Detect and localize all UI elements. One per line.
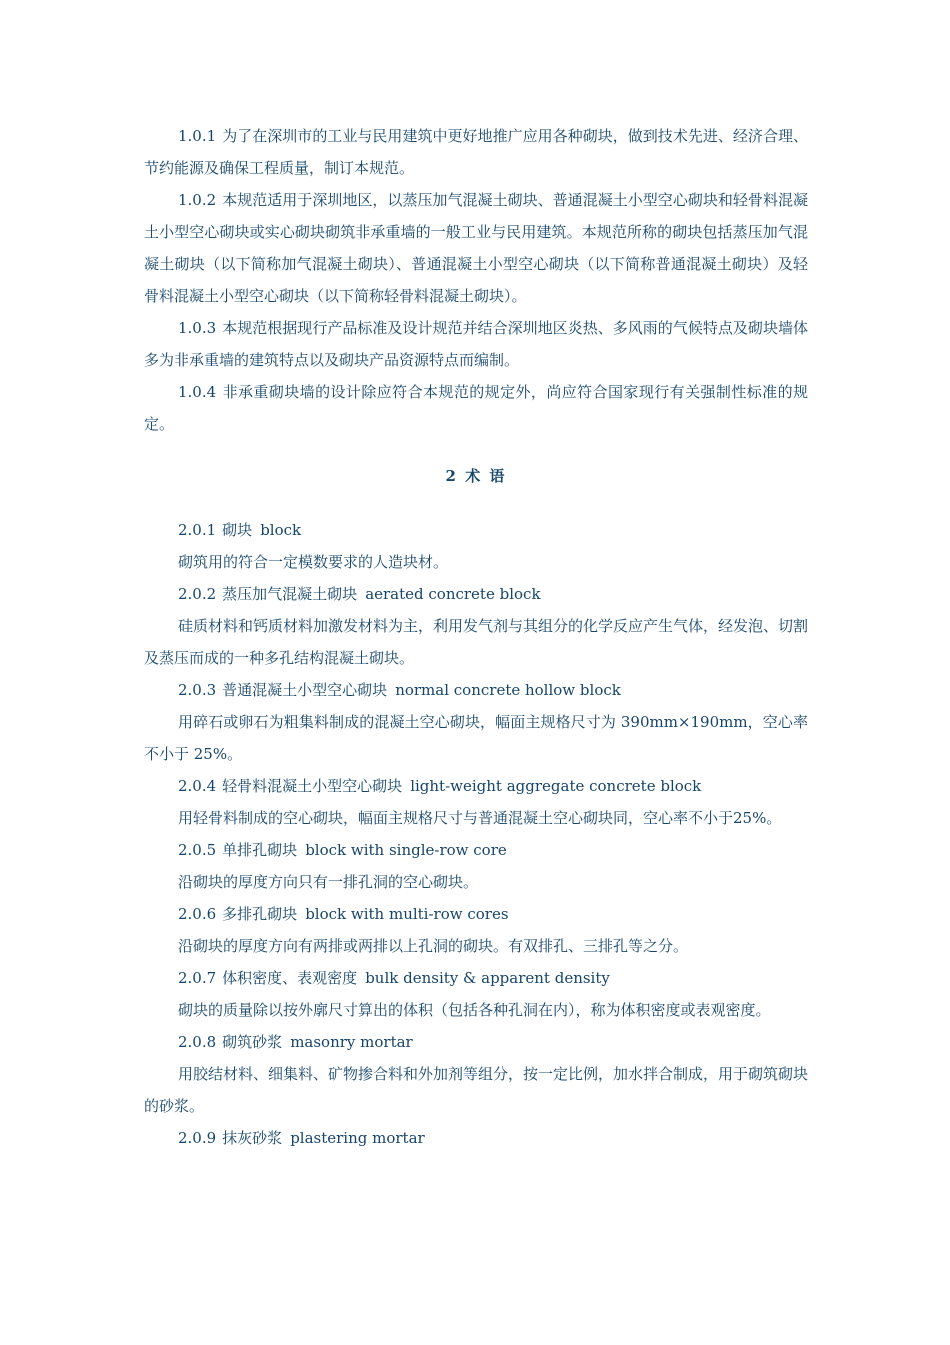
term-definition: 硅质材料和钙质材料加激发材料为主，利用发气剂与其组分的化学反应产生气体，经发泡、切割及蒸压而成的一种多孔结构混凝土砌块。 (144, 617, 809, 667)
term-2-0-2: 2.0.2 蒸压加气混凝土砌块 aerated concrete block (178, 585, 541, 603)
term-definition: 沿砌块的厚度方向只有一排孔洞的空心砌块。 (178, 873, 479, 891)
clause-1-0-1: 1.0.1 为了在深圳市的工业与民用建筑中更好地推广应用各种砌块，做到技术先进、经济合理、节约能源及确保工程质量，制订本规范。 (144, 127, 808, 177)
term-definition: 砌筑用的符合一定模数要求的人造块材。 (178, 553, 449, 571)
term-2-0-5: 2.0.5 单排孔砌块 block with single-row core (178, 841, 507, 859)
term-2-0-8: 2.0.8 砌筑砂浆 masonry mortar (178, 1033, 413, 1051)
term-definition: 用轻骨料制成的空心砌块，幅面主规格尺寸与普通混凝土空心砌块同，空心率不小于25%。 (178, 809, 782, 827)
term-definition: 用胶结材料、细集料、矿物掺合料和外加剂等组分，按一定比例，加水拌合制成，用于砌筑砌块的砂浆。 (144, 1065, 809, 1115)
term-2-0-3: 2.0.3 普通混凝土小型空心砌块 normal concrete hollow block (178, 681, 621, 699)
clause-1-0-4: 1.0.4 非承重砌块墙的设计除应符合本规范的规定外，尚应符合国家现行有关强制性标准的规定。 (144, 383, 808, 433)
term-2-0-1: 2.0.1 砌块 block (178, 521, 302, 539)
term-2-0-6: 2.0.6 多排孔砌块 block with multi-row cores (178, 905, 509, 923)
term-2-0-7: 2.0.7 体积密度、表观密度 bulk density & apparent density (178, 969, 610, 987)
term-2-0-9: 2.0.9 抹灰砂浆 plastering mortar (178, 1129, 425, 1147)
term-2-0-4: 2.0.4 轻骨料混凝土小型空心砌块 light-weight aggregate concrete block (178, 777, 702, 795)
clause-1-0-2: 1.0.2 本规范适用于深圳地区，以蒸压加气混凝土砌块、普通混凝土小型空心砌块和轻骨料混凝土小型空心砌块或实心砌块砌筑非承重墙的一般工业与民用建筑。本规范所称的砌块包括蒸压加气混凝土砌块（以下简称加气混凝土砌块）、普通混凝土小型空心砌块（以下简称普通混凝土砌块）及轻骨料混凝土小型空心砌块（以下简称轻骨料混凝土砌块）。 (144, 191, 808, 305)
term-definition: 砌块的质量除以按外廓尺寸算出的体积（包括各种孔洞在内），称为体积密度或表观密度。 (178, 1001, 771, 1019)
section-heading: 2 术 语 (445, 467, 507, 485)
term-definition: 用碎石或卵石为粗集料制成的混凝土空心砌块，幅面主规格尺寸为 390mm×190mm，空心率不小于 25%。 (144, 713, 808, 763)
clause-1-0-3: 1.0.3 本规范根据现行产品标准及设计规范并结合深圳地区炎热、多风雨的气候特点及砌块墙体多为非承重墙的建筑特点以及砌块产品资源特点而编制。 (144, 319, 808, 369)
document-body (144, 120, 808, 1154)
term-definition: 沿砌块的厚度方向有两排或两排以上孔洞的砌块。有双排孔、三排孔等之分。 (178, 937, 689, 955)
